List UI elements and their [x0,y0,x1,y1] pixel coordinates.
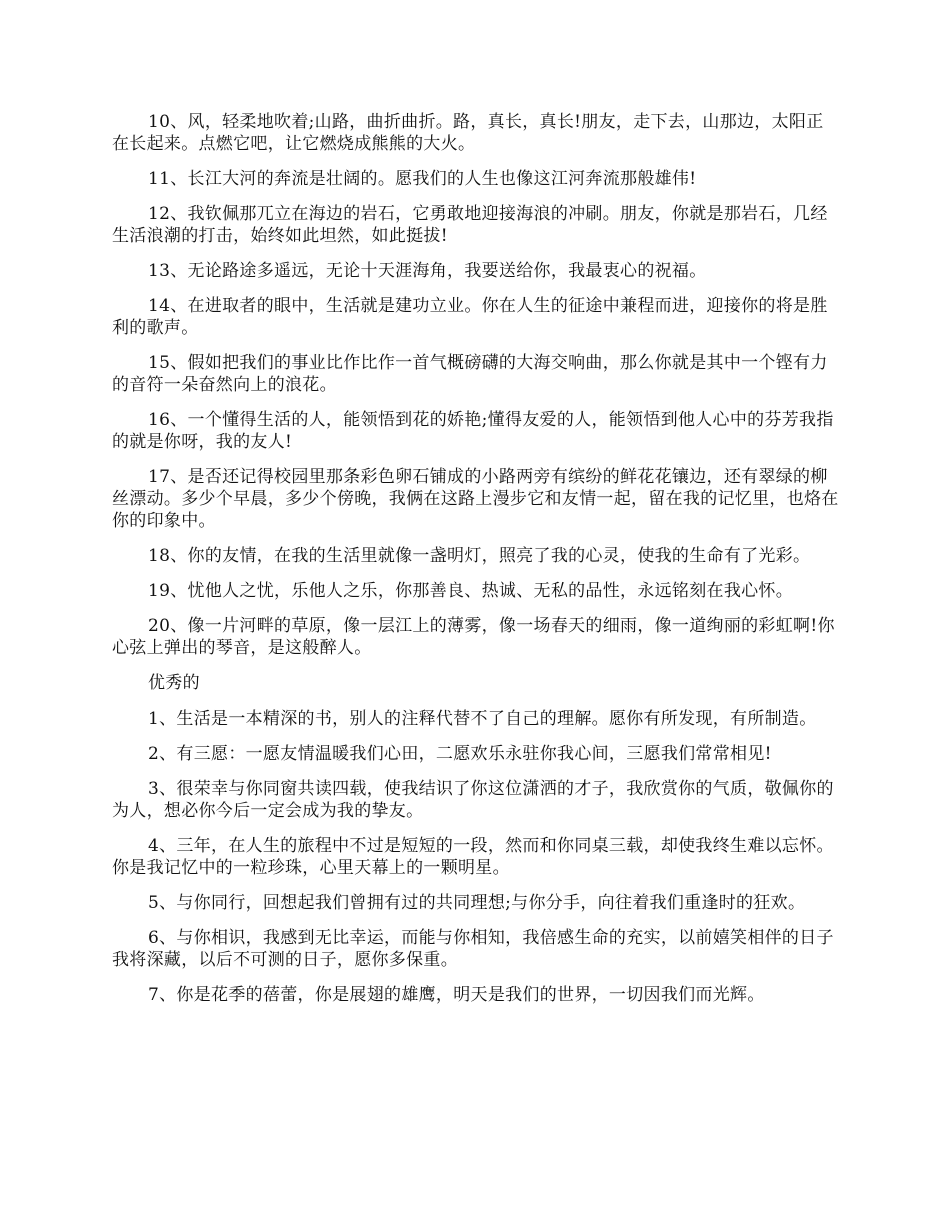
document-body [112,111,840,1019]
paragraph-3: 3、很荣幸与你同窗共读四载，使我结识了你这位潇洒的才子，我欣赏你的气质，敬佩你的为人，想必你今后一定会成为我的挚友。 [112,779,834,821]
paragraph-10: 10、风，轻柔地吹着;山路，曲折曲折。路，真长，真长!朋友，走下去，山那边，太阳正在长起来。点燃它吧，让它燃烧成熊熊的大火。 [112,112,824,154]
paragraph-5: 5、与你同行，回想起我们曾拥有过的共同理想;与你分手，向往着我们重逢时的狂欢。 [148,893,806,913]
paragraph-15: 15、假如把我们的事业比作比作一首气概磅礴的大海交响曲，那么你就是其中一个铿有力的音符一朵奋然向上的浪花。 [112,353,828,395]
paragraph-12: 12、我钦佩那兀立在海边的岩石，它勇敢地迎接海浪的冲刷。朋友，你就是那岩石，几经生活浪潮的打击，始终如此坦然，如此挺拔! [112,204,828,246]
paragraph-18: 18、你的友情，在我的生活里就像一盏明灯，照亮了我的心灵，使我的生命有了光彩。 [148,546,811,566]
paragraph-19: 19、忧他人之忧，乐他人之乐，你那善良、热诚、无私的品性，永远铭刻在我心怀。 [148,581,794,601]
paragraph-16: 16、一个懂得生活的人，能领悟到花的娇艳;懂得友爱的人，能领悟到他人心中的芬芳我指的就是你呀，我的友人! [112,410,834,452]
paragraph-13: 13、无论路途多遥远，无论十天涯海角，我要送给你，我最衷心的祝福。 [148,261,707,281]
section-heading: 优秀的 [148,673,200,693]
paragraph-6: 6、与你相识，我感到无比幸运，而能与你相知，我倍感生命的充实，以前嬉笑相伴的日子我将深藏，以后不可测的日子，愿你多保重。 [112,928,834,970]
paragraph-14: 14、在进取者的眼中，生活就是建功立业。你在人生的征途中兼程而进，迎接你的将是胜利的歌声。 [112,296,828,338]
paragraph-4: 4、三年，在人生的旅程中不过是短短的一段，然而和你同桌三载，却使我终生难以忘怀。你是我记忆中的一粒珍珠，心里天幕上的一颗明星。 [112,836,834,878]
paragraph-1: 1、生活是一本精深的书，别人的注释代替不了自己的理解。愿你有所发现，有所制造。 [148,709,817,729]
paragraph-2: 2、有三愿：一愿友情温暖我们心田，二愿欢乐永驻你我心间，三愿我们常常相见! [148,744,772,764]
paragraph-7: 7、你是花季的蓓蕾，你是展翅的雄鹰，明天是我们的世界，一切因我们而光辉。 [148,985,765,1005]
paragraph-17: 17、是否还记得校园里那条彩色卵石铺成的小路两旁有缤纷的鲜花花镶边，还有翠绿的柳丝漂动。多少个早晨，多少个傍晚，我俩在这路上漫步它和友情一起，留在我的记忆里，也烙在你的印象中。 [112,467,839,531]
paragraph-20: 20、像一片河畔的草原，像一层江上的薄雾，像一场春天的细雨，像一道绚丽的彩虹啊!你心弦上弹出的琴音，是这般醉人。 [112,616,835,658]
paragraph-11: 11、长江大河的奔流是壮阔的。愿我们的人生也像这江河奔流那般雄伟! [148,169,697,189]
